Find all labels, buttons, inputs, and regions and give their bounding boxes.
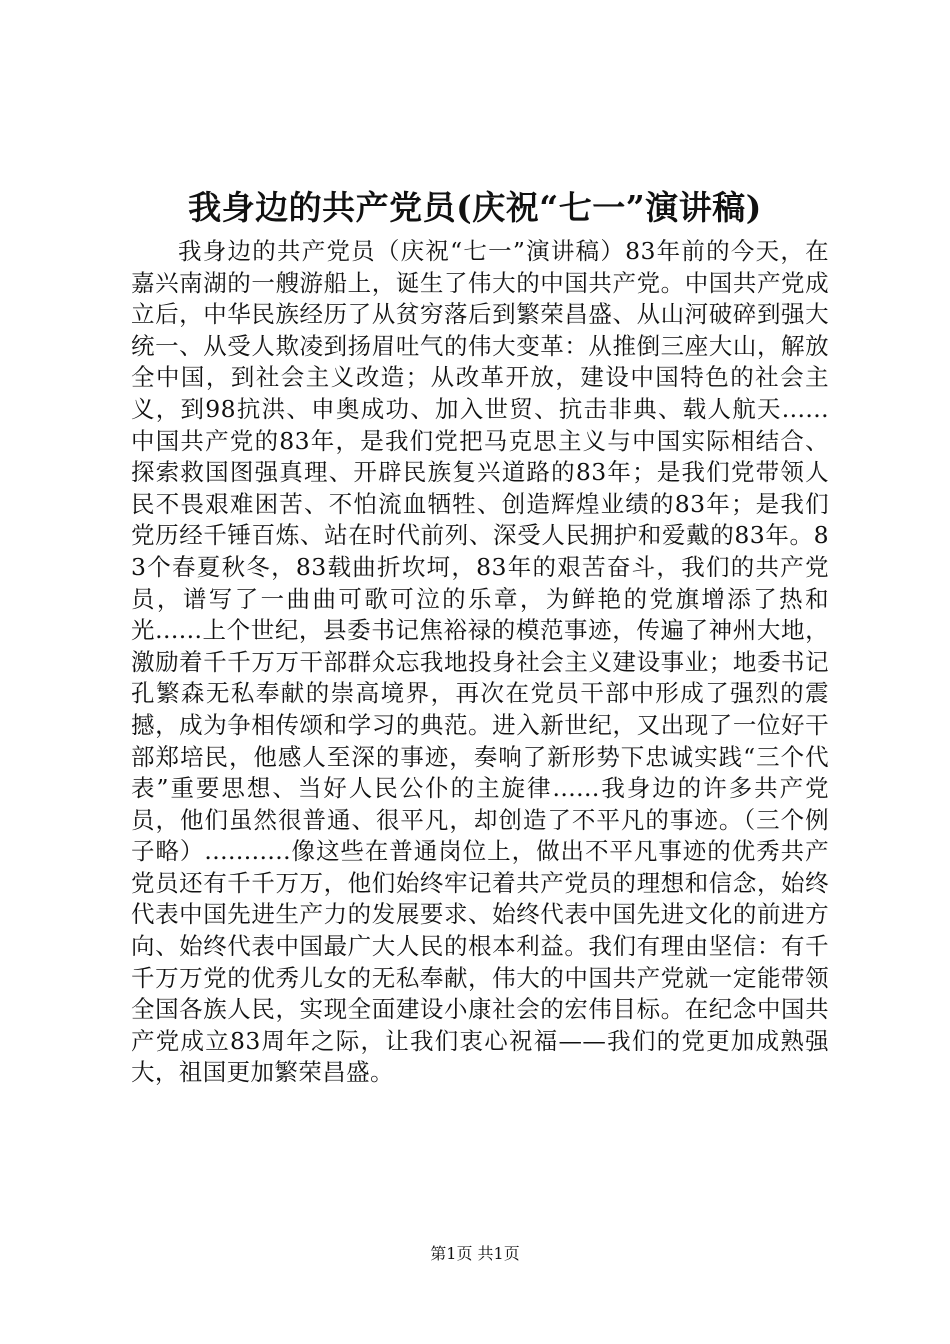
document-body-paragraph: 我身边的共产党员（庆祝“七一”演讲稿）83年前的今天，在嘉兴南湖的一艘游船上，诞生了伟大的中国共产党。中国共产党成立后，中华民族经历了从贫穷落后到繁荣昌盛、从山河破碎到强大统一、从受人欺凌到扬眉吐气的伟大变革：从推倒三座大山，解放全中国，到社会主义改造；从改革开放，建设中国特色的社会主义，到98抗洪、申奥成功、加入世贸、抗击非典、载人航天......中国共产党的83年，是我们党把马克思主义与中国实际相结合、探索救国图强真理、开辟民族复兴道路的83年；是我们党带领人民不畏艰难困苦、不怕流血牺牲、创造辉煌业绩的83年；是我们党历经千锤百炼、站在时代前列、深受人民拥护和爱戴的83年。83个春夏秋冬，83载曲折坎坷，83年的艰苦奋斗，我们的共产党员，谱写了一曲曲可歌可泣的乐章，为鲜艳的党旗增添了热和光......上个世纪，县委书记焦裕禄的模范事迹，传遍了神州大地，激励着千千万万干部群众忘我地投身社会主义建设事业；地委书记孔繁森无私奉献的崇高境界，再次在党员干部中形成了强烈的震撼，成为争相传颂和学习的典范。进入新世纪，又出现了一位好干部郑培民，他感人至深的事迹，奏响了新形势下忠诚实践“三个代表”重要思想、当好人民公仆的主旋律......我身边的许多共产党员，他们虽然很普通、很平凡，却创造了不平凡的事迹。（三个例子略）...........像这些在普通岗位上，做出不平凡事迹的优秀共产党员还有千千万万，他们始终牢记着共产党员的理想和信念，始终代表中国先进生产力的发展要求、始终代表中国先进文化的前进方向、始终代表中国最广大人民的根本利益。我们有理由坚信：有千千万万党的优秀儿女的无私奉献，伟大的中国共产党就一定能带领全国各族人民，实现全面建设小康社会的宏伟目标。在纪念中国共产党成立83周年之际，让我们衷心祝福——我们的党更加成熟强大，祖国更加繁荣昌盛。 — [131, 237, 829, 1087]
document-title: 我身边的共产党员(庆祝“七一”演讲稿) — [188, 188, 762, 227]
page-footer: 第1页 共1页 — [430, 1244, 520, 1263]
